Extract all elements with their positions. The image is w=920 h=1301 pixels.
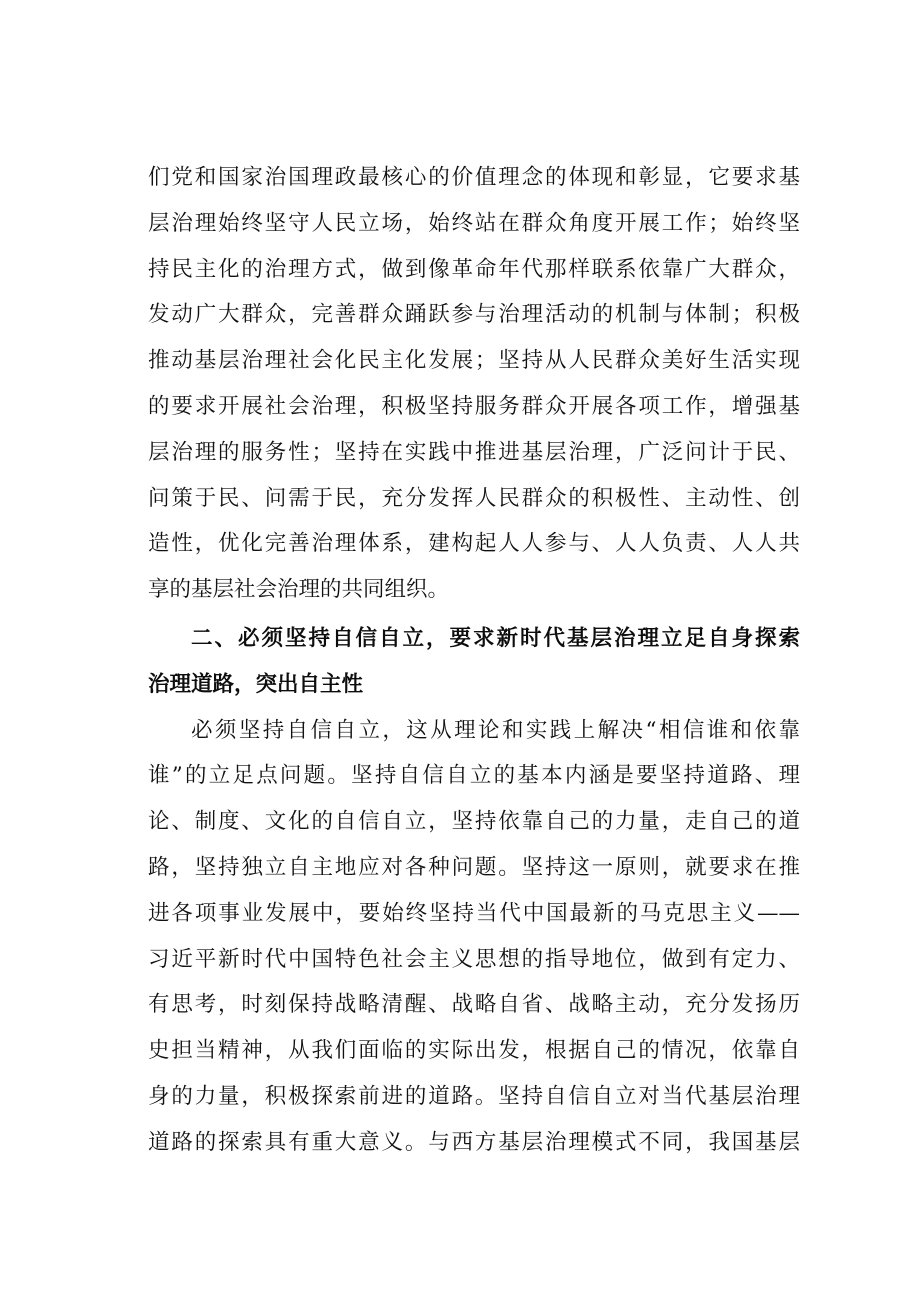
text-line: 们党和国家治国理政最核心的价值理念的体现和彰显，它要求基 — [148, 165, 800, 190]
heading-line: 二、必须坚持自信自立，要求新时代基层治理立足自身探索 — [191, 625, 800, 651]
text-line: 习近平新时代中国特色社会主义思想的指导地位，做到有定力、 — [148, 946, 800, 972]
text-line: 有思考，时刻保持战略清醒、战略自省、战略主动，充分发扬历 — [148, 992, 800, 1018]
text-line: 造性，优化完善治理体系，建构起人人参与、人人负责、人人共 — [148, 531, 800, 557]
document-body — [148, 155, 800, 1166]
paragraph-1 — [148, 155, 800, 613]
heading-line: 治理道路，突出自主性 — [148, 671, 364, 697]
text-line: 史担当精神，从我们面临的实际出发，根据自己的情况，依靠自 — [148, 1038, 800, 1064]
paragraph-2 — [148, 708, 800, 1166]
text-line: 享的基层社会治理的共同组织。 — [148, 577, 450, 603]
text-line: 层治理始终坚守人民立场，始终站在群众角度开展工作；始终坚 — [148, 210, 800, 236]
text-line: 谁”的立足点问题。坚持自信自立的基本内涵是要坚持道路、理 — [148, 763, 800, 789]
text-line: 道路的探索具有重大意义。与西方基层治理模式不同，我国基层 — [148, 1129, 800, 1155]
text-line: 推动基层治理社会化民主化发展；坚持从人民群众美好生活实现 — [148, 348, 800, 374]
text-line: 论、制度、文化的自信自立，坚持依靠自己的力量，走自己的道 — [148, 809, 800, 835]
section-heading-2 — [148, 616, 800, 708]
text-line: 持民主化的治理方式，做到像革命年代那样联系依靠广大群众， — [148, 256, 800, 282]
text-line: 层治理的服务性；坚持在实践中推进基层治理，广泛问计于民、 — [148, 439, 800, 465]
text-line: 的要求开展社会治理，积极坚持服务群众开展各项工作，增强基 — [148, 393, 800, 419]
text-line: 身的力量，积极探索前进的道路。坚持自信自立对当代基层治理 — [148, 1083, 800, 1109]
text-line: 进各项事业发展中，要始终坚持当代中国最新的马克思主义—— — [148, 900, 800, 926]
text-line: 发动广大群众，完善群众踊跃参与治理活动的机制与体制；积极 — [148, 302, 800, 328]
text-line: 路，坚持独立自主地应对各种问题。坚持这一原则，就要求在推 — [148, 854, 800, 880]
text-line: 问策于民、问需于民，充分发挥人民群众的积极性、主动性、创 — [148, 485, 800, 511]
text-line: 必须坚持自信自立，这从理论和实践上解决“相信谁和依靠 — [191, 717, 800, 743]
